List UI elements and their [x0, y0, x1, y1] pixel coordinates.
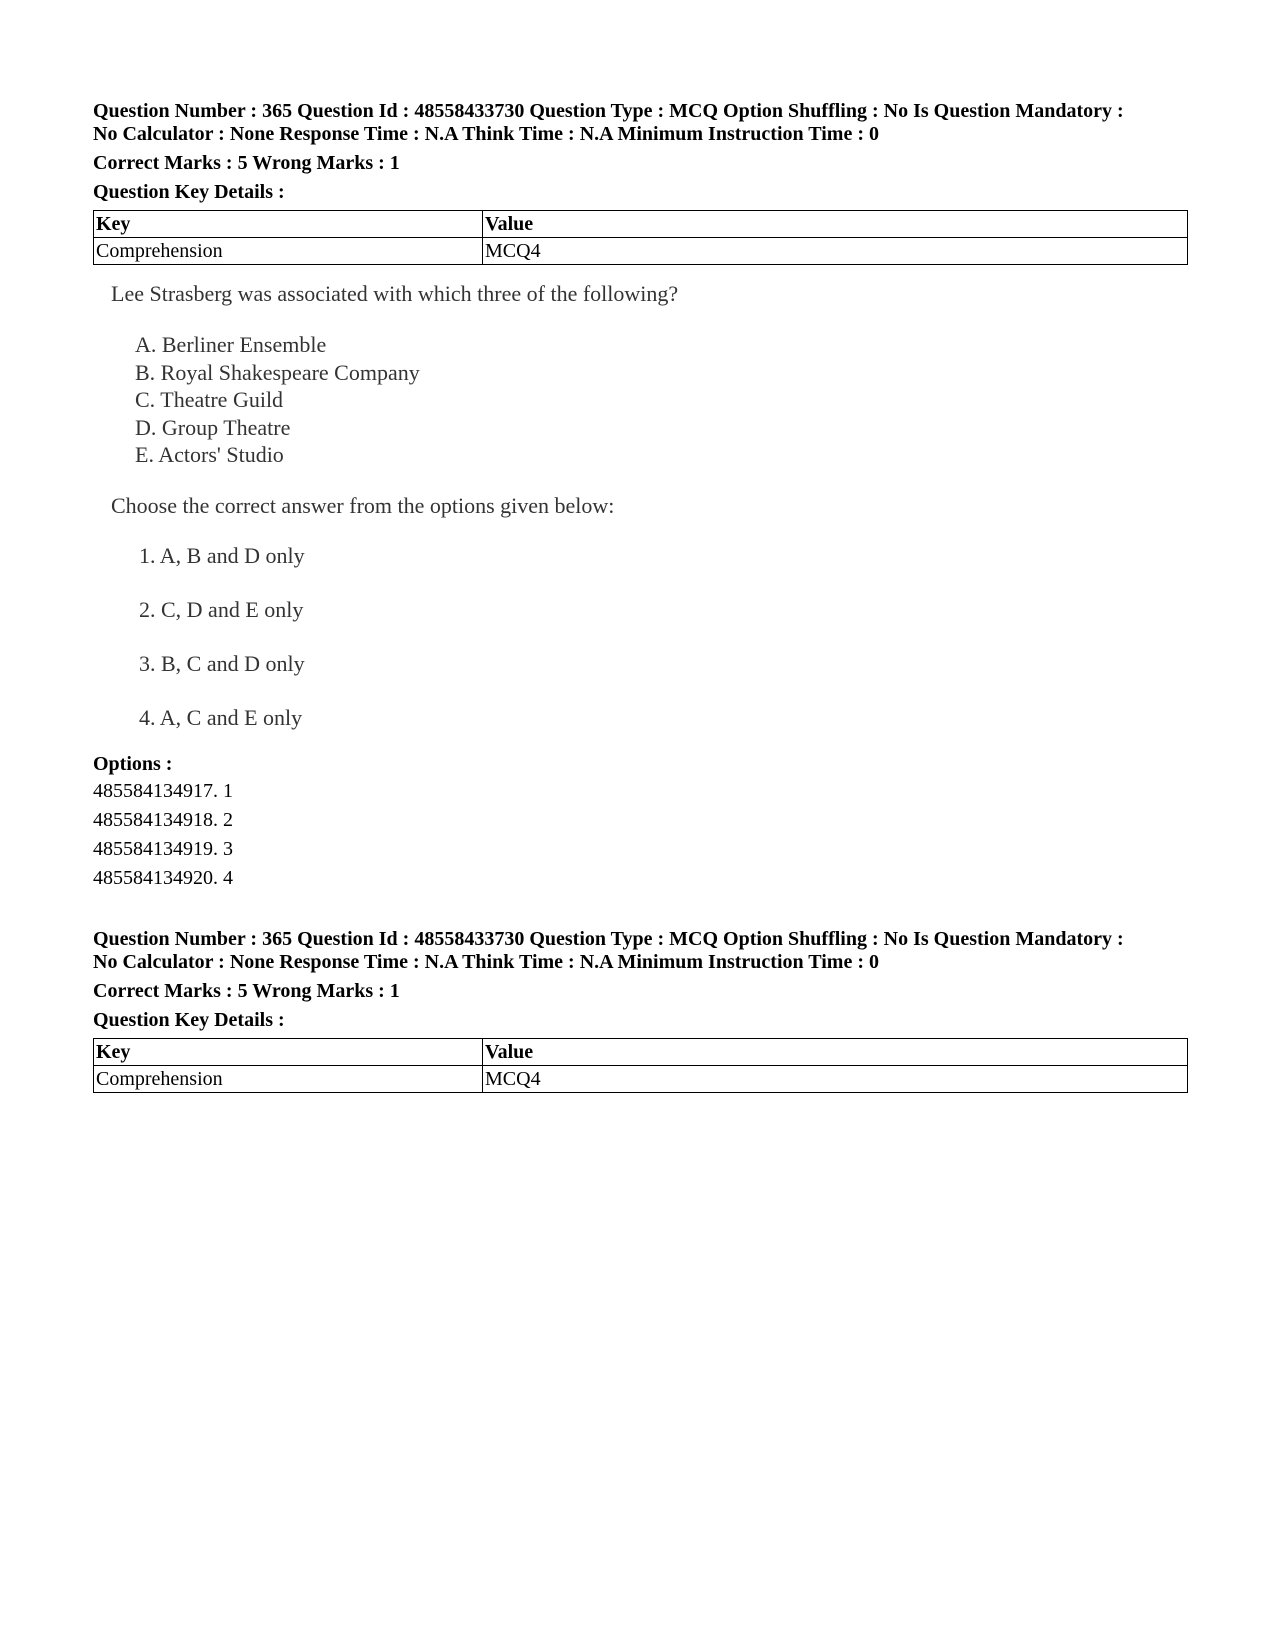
question-block: [93, 928, 1188, 1093]
table-row: [94, 1065, 1188, 1092]
options-label: Options :: [93, 752, 173, 775]
key-details-table: [93, 210, 1188, 265]
question-meta-line-1: Question Number : 365 Question Id : 48558433730 Question Type : MCQ Option Shuffling : No Is Question Mandatory :: [93, 927, 1124, 950]
question-meta-line-2: No Calculator : None Response Time : N.A Think Time : N.A Minimum Instruction Time : 0: [93, 123, 879, 145]
answer-choice: 2. C, D and E only: [139, 596, 304, 622]
key-details-label: Question Key Details :: [93, 181, 285, 203]
question-text: Lee Strasberg was associated with which three of the following?: [111, 281, 679, 306]
option-item: 485584134920. 4: [93, 866, 233, 889]
question-content: [93, 279, 1188, 757]
statement-item: A. Berliner Ensemble: [135, 332, 327, 357]
table-header-key: Key: [94, 211, 483, 238]
statement-item: C. Theatre Guild: [135, 387, 284, 412]
table-header-value: Value: [483, 1038, 1188, 1065]
option-item: 485584134919. 3: [93, 837, 233, 860]
table-cell-key: Comprehension: [94, 238, 483, 265]
table-header-row: [94, 1038, 1188, 1065]
marks-line: Correct Marks : 5 Wrong Marks : 1: [93, 979, 400, 1002]
options-list: [93, 777, 1188, 893]
question-meta-line-2: No Calculator : None Response Time : N.A Think Time : N.A Minimum Instruction Time : 0: [93, 950, 879, 973]
table-row: [94, 238, 1188, 265]
key-details-label: Question Key Details :: [93, 1008, 285, 1031]
answer-choice: 1. A, B and D only: [139, 542, 305, 568]
statement-list: [111, 331, 1188, 469]
document-page: [93, 100, 1188, 1093]
statement-item: D. Group Theatre: [135, 414, 291, 440]
question-block: [93, 100, 1188, 893]
question-meta-line-1: Question Number : 365 Question Id : 48558433730 Question Type : MCQ Option Shuffling : No Is Question Mandatory :: [93, 100, 1124, 122]
table-header-key: Key: [94, 1038, 483, 1065]
option-item: 485584134918. 2: [93, 808, 233, 831]
table-header-row: [94, 211, 1188, 238]
table-cell-value: MCQ4: [483, 238, 1188, 265]
statement-item: E. Actors' Studio: [135, 442, 284, 467]
option-item: 485584134917. 1: [93, 779, 233, 802]
key-details-table: [93, 1038, 1188, 1093]
answer-choice: 4. A, C and E only: [139, 704, 303, 730]
marks-line: Correct Marks : 5 Wrong Marks : 1: [93, 152, 400, 174]
instruction-text: Choose the correct answer from the options given below:: [111, 492, 615, 518]
table-cell-key: Comprehension: [94, 1065, 483, 1092]
table-cell-value: MCQ4: [483, 1065, 1188, 1092]
table-header-value: Value: [483, 211, 1188, 238]
answer-choice: 3. B, C and D only: [139, 650, 305, 676]
answer-choice-list: [111, 541, 1188, 757]
statement-item: B. Royal Shakespeare Company: [135, 359, 420, 385]
